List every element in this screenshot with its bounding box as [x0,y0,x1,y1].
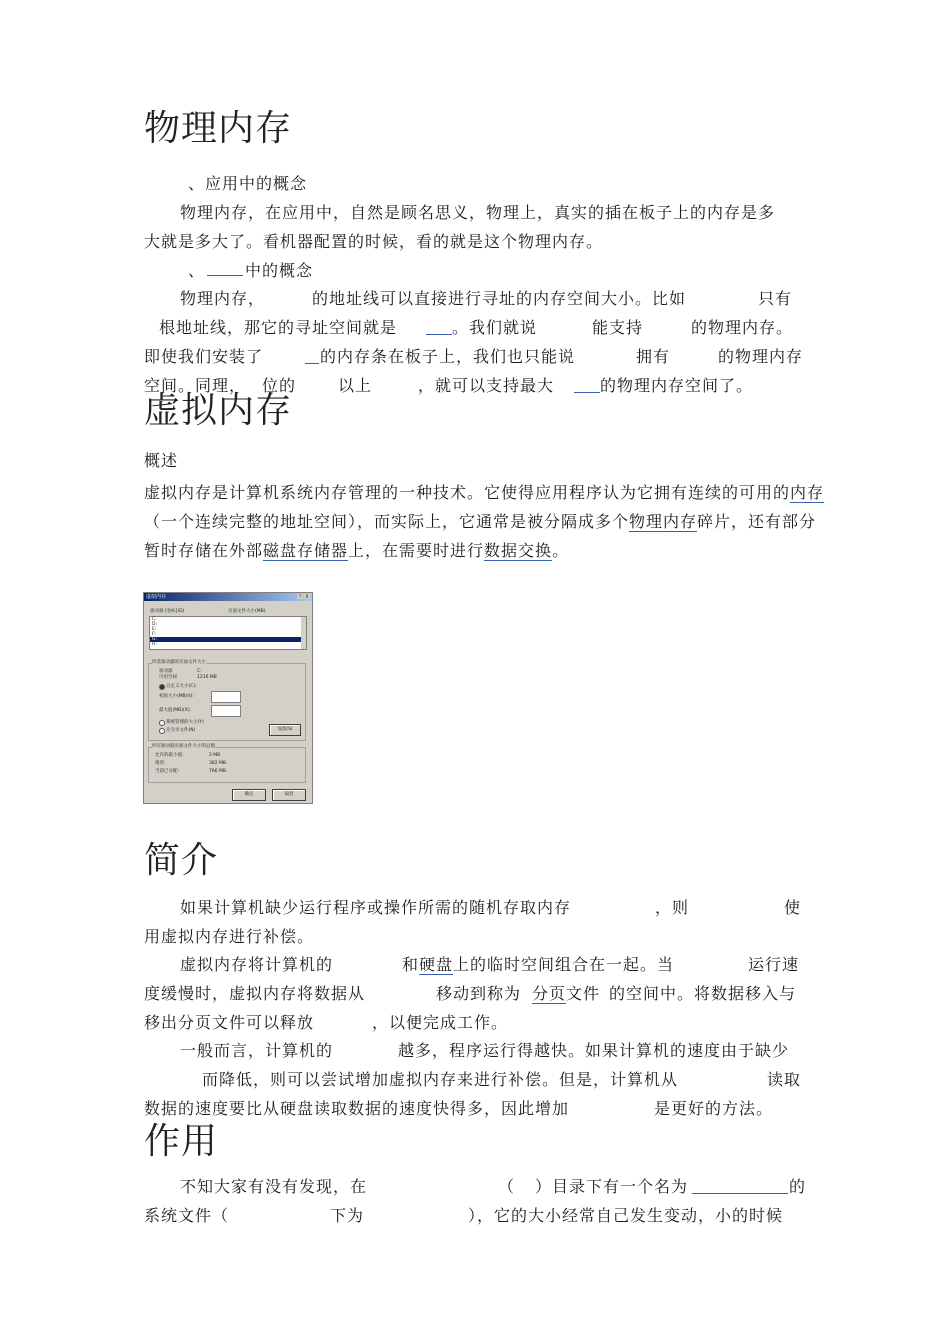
link-paging[interactable]: 分页 [532,984,567,1003]
section-title-function: 作用 [144,1121,219,1162]
drive-item[interactable]: E: [152,627,157,632]
subheading-overview: 概述 [144,451,179,470]
drive-label: 驱动器 [159,669,173,674]
paragraph-line: （ [498,1177,516,1196]
paragraph-line: 度缓慢时，虚拟内存将数据从 [144,984,366,1003]
paragraph-line: 数据的速度要比从硬盘读取数据的速度快得多，因此增加 [144,1099,570,1118]
section-title-introduction: 简介 [144,840,219,881]
paragraph-line [144,512,816,532]
text: 和 [402,955,420,974]
recommended-label: 推荐: [155,761,166,766]
paragraph-line: 的空间中。将数据移入与 [609,984,797,1003]
total-size-group [148,744,306,783]
paragraph-line: 物理内存， [180,289,266,308]
link-physical-memory[interactable]: 物理内存 [629,512,698,531]
paragraph-line: ，以便完成工作。 [372,1013,509,1032]
paragraph-line [144,541,569,561]
paragraph-line: ，就可以支持最大 [418,376,555,395]
drive-item[interactable]: F: [152,632,156,637]
paragraph-line: ），它的大小经常自己发生变动，小的时候 [468,1206,784,1225]
paragraph-line [402,955,674,975]
pagefile-column-header: 页面文件大小(MB) [228,609,266,614]
paragraph-line: 物理内存，在应用中，自然是顾名思义，物理上，真实的插在板子上的内存是多 [180,203,776,222]
paragraph-line: 的 [789,1177,807,1196]
help-icon[interactable]: ? [298,594,302,599]
paragraph-line: 而降低，则可以尝试增加虚拟内存来进行补偿。但是，计算机从 [202,1070,679,1089]
min-value: 2 MB [209,753,221,758]
paragraph-line [144,483,824,503]
link-disk-storage[interactable]: 磁盘存储器 [263,541,349,560]
group-label: 所选驱动器的页面文件大小 [152,660,206,665]
paragraph-line: 大就是多大了。看机器配置的时候，看的就是这个物理内存。 [144,232,604,251]
subheading-blank-concept [188,261,313,281]
paragraph-line: 位的 [262,376,297,395]
paragraph-line: 一般而言，计算机的 [180,1041,334,1060]
max-size-label: 最大值(MB)(X): [159,708,192,713]
text: 。 [552,541,570,560]
paragraph-line: 下为 [330,1206,365,1225]
group-label: 所有驱动器页面文件大小的总数 [152,744,215,749]
paragraph-line: 的地址线可以直接进行寻址的内存空间大小。比如 [312,289,687,308]
link-memory[interactable]: 内存 [790,483,825,502]
ok-button[interactable]: 确定 [232,789,266,801]
paragraph-line: 的内存条在板子上，我们也只能说 [320,347,576,366]
paragraph-line: 的物理内存。 [691,318,794,337]
paragraph-line: 如果计算机缺少运行程序或操作所需的随机存取内存 [180,898,572,917]
subheading-suffix: 中的概念 [245,261,314,280]
paragraph-line: 不知大家有没有发现，在 [180,1177,368,1196]
dialog-title: 虚拟内存 [146,594,167,600]
system-managed-label: 系统管理的大小(Y) [166,720,204,725]
link-data-exchange[interactable]: 数据交换 [484,541,553,560]
drive-item[interactable]: G: [152,637,158,642]
drive-item[interactable]: D: [152,622,157,627]
set-button[interactable]: 设置(S) [269,724,301,736]
no-pagefile-label: 无分页文件(N) [166,728,196,733]
radio-custom[interactable] [159,684,165,690]
paragraph-line: 以上 [338,376,373,395]
drive-list[interactable] [149,616,307,650]
radio-none[interactable] [159,728,165,734]
virtual-memory-dialog-screenshot [143,592,313,804]
paragraph-line: 。我们就说 [452,318,538,337]
initial-size-input[interactable] [211,691,241,703]
text: （一个连续完整的地址空间），而实际上，它通常是被分隔成多个 [144,512,630,531]
drive-item[interactable]: C: [152,617,157,622]
text: 上的临时空间组合在一起。当 [453,955,675,974]
paragraph-line: 是更好的方法。 [654,1099,774,1118]
cancel-button[interactable]: 取消 [272,789,306,801]
subheading-application-concept: 、应用中的概念 [188,174,308,193]
radio-system[interactable] [159,720,165,726]
dialog-title-bar [144,593,312,601]
max-size-input[interactable] [211,705,241,717]
text: 碎片，还有部分 [697,512,817,531]
paragraph-line: 虚拟内存将计算机的 [180,955,334,974]
space-label: 可用空间 [159,675,177,680]
paragraph-line [532,984,600,1004]
paragraph-line: ）目录下有一个名为 [535,1177,689,1196]
initial-size-label: 初始大小(MB)(I): [159,694,194,699]
custom-size-label: 自定义大小(C): [166,684,197,689]
blank-underline [692,1177,788,1194]
drive-value: C: [197,669,202,674]
paragraph-line: 的物理内存 [718,347,804,366]
text: 上，在需要时进行 [348,541,485,560]
blank-underline [305,347,319,364]
paragraph-line: 移动到称为 [436,984,522,1003]
paragraph-line: 根地址线，那它的寻址空间就是 [159,318,398,337]
space-value: 1216 MB [197,675,217,680]
paragraph-line: 越多，程序运行得越快。如果计算机的速度由于缺少 [398,1041,790,1060]
blank-underline [426,318,452,335]
drive-item-selected[interactable] [150,637,306,642]
paragraph-line: 的物理内存空间了。 [600,376,754,395]
current-label: 当前已分配: [155,769,180,774]
section-title-physical-memory: 物理内存 [144,108,293,149]
subheading-prefix: 、 [188,261,206,280]
list-scrollbar[interactable] [301,617,306,649]
text: 文件 [566,984,601,1003]
paragraph-line: 能支持 [592,318,644,337]
min-label: 允许的最小值: [155,753,184,758]
close-icon[interactable]: X [305,594,309,599]
paragraph-line: 只有 [758,289,793,308]
paragraph-line: 系统文件（ [144,1206,230,1225]
paragraph-line: 读取 [767,1070,802,1089]
paragraph-line: 即使我们安装了 [144,347,264,366]
recommended-value: 382 MB [209,761,226,766]
paragraph-line: 拥有 [636,347,671,366]
paragraph-line: 用虚拟内存进行补偿。 [144,927,315,946]
paragraph-line: 使 [784,898,802,917]
blank-underline [207,261,243,276]
selected-drive-group [148,660,306,741]
paragraph-line: 运行速 [748,955,800,974]
paragraph-line: 空间。同理， [144,376,247,395]
text: 暂时存储在外部 [144,541,264,560]
section-title-virtual-memory: 虚拟内存 [144,390,293,431]
blank-underline [574,376,600,393]
paragraph-line: 移出分页文件可以释放 [144,1013,315,1032]
text: 虚拟内存是计算机系统内存管理的一种技术。它使得应用程序认为它拥有连续的可用的 [144,483,791,502]
drive-column-header: 驱动器 [卷标](D) [150,609,185,614]
current-value: 766 MB [209,769,226,774]
paragraph-line: ，则 [655,898,690,917]
drive-item[interactable]: H: [152,642,157,647]
link-hard-disk[interactable]: 硬盘 [419,955,454,974]
